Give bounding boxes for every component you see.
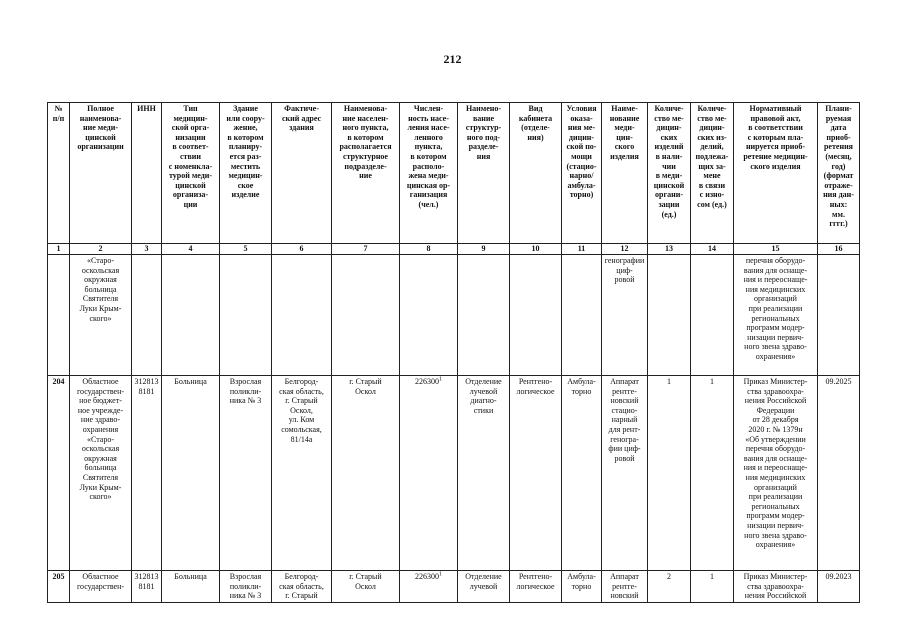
header-cell: Фактиче- ский адрес здания	[272, 103, 332, 244]
header-cell: Наиме- нование меди- цин- ского изделия	[602, 103, 648, 244]
population-value: 226300	[415, 572, 439, 581]
subdivision-cell: Отделение лучевой	[458, 571, 510, 603]
organization-name-cell: «Старо- оскольская окружная больница Святителя Луки Крым- ского»	[70, 255, 132, 376]
column-number: 16	[818, 244, 860, 255]
column-number: 3	[132, 244, 162, 255]
column-number: 13	[648, 244, 691, 255]
devices-available-cell: 1	[648, 376, 691, 571]
column-number: 8	[400, 244, 458, 255]
care-conditions-cell	[562, 255, 602, 376]
row-number-cell: 204	[48, 376, 70, 571]
settlement-cell	[332, 255, 400, 376]
population-cell	[400, 376, 458, 571]
column-number: 14	[691, 244, 734, 255]
header-cell: Условия оказа- ния ме- дицин- ской по- мощи (стацио- нарно/ амбула- торно)	[562, 103, 602, 244]
column-number-row	[48, 244, 860, 255]
column-number: 7	[332, 244, 400, 255]
devices-available-cell	[648, 255, 691, 376]
purchase-date-cell: 09.2025	[818, 376, 860, 571]
header-cell: Плани- руемая дата приоб- ретения (месяц, год) (формат отраже- ния дан- ных: мм. гггг.)	[818, 103, 860, 244]
population-value: 226300	[415, 377, 439, 386]
legal-act-cell: Приказ Министер- ства здравоохра- нения Российской	[734, 571, 818, 603]
row-number-cell: 205	[48, 571, 70, 603]
room-type-cell	[510, 255, 562, 376]
settlement-cell: г. Старый Оскол	[332, 376, 400, 571]
header-cell: Числен- ность насе- ления насе- ленного пункта, в котором располо- жена меди- цинская ор- ганизация (чел.)	[400, 103, 458, 244]
header-cell: Вид кабинета (отделе- ния)	[510, 103, 562, 244]
column-number: 6	[272, 244, 332, 255]
column-number: 11	[562, 244, 602, 255]
settlement-cell: г. Старый Оскол	[332, 571, 400, 603]
column-number: 5	[220, 244, 272, 255]
room-type-cell: Рентгено- логическое	[510, 376, 562, 571]
header-cell: Наимено- вание структур- ного под- разделе- ния	[458, 103, 510, 244]
purchase-date-cell	[818, 255, 860, 376]
address-cell: Белгород- ская область, г. Старый	[272, 571, 332, 603]
header-cell: № п/п	[48, 103, 70, 244]
devices-available-cell: 2	[648, 571, 691, 603]
header-cell: Тип медицин- ской орга- низации в соответ- ствии с номенкла- турой меди- цинской организа- ции	[162, 103, 220, 244]
table-row	[48, 255, 860, 376]
population-cell	[400, 255, 458, 376]
inn-cell: 312813 8181	[132, 571, 162, 603]
column-number: 15	[734, 244, 818, 255]
table-row	[48, 571, 860, 603]
header-cell: Наименова- ние населен- ного пункта, в котором располагается структурное подразделе- ние	[332, 103, 400, 244]
header-cell: Количе- ство ме- дицин- ских изделий в нали- чии в меди- цинской органи- зации (ед.)	[648, 103, 691, 244]
care-conditions-cell: Амбула- торно	[562, 376, 602, 571]
header-cell: Здание или соору- жение, в котором планиру- ется раз- местить медицин- ское изделие	[220, 103, 272, 244]
medical-equipment-table	[47, 102, 860, 603]
subdivision-cell: Отделение лучевой диагно- стики	[458, 376, 510, 571]
address-cell	[272, 255, 332, 376]
column-number: 1	[48, 244, 70, 255]
org-type-cell: Больница	[162, 571, 220, 603]
organization-name-cell: Областное государствен-	[70, 571, 132, 603]
building-cell: Взрослая поликли- ника № 3	[220, 571, 272, 603]
devices-to-replace-cell: 1	[691, 376, 734, 571]
org-type-cell	[162, 255, 220, 376]
address-cell: Белгород- ская область, г. Старый Оскол, ул. Ком сомольская, 81/14а	[272, 376, 332, 571]
legal-act-cell: перечня оборудо- вания для оснаще- ния и переоснаще- ния медицинских организаций при реализации региональных программ модер- низации первич- ного звена здраво- охранения»	[734, 255, 818, 376]
column-number: 12	[602, 244, 648, 255]
building-cell: Взрослая поликли- ника № 3	[220, 376, 272, 571]
purchase-date-cell: 09.2023	[818, 571, 860, 603]
devices-to-replace-cell	[691, 255, 734, 376]
page-number: 212	[443, 52, 462, 66]
column-number: 10	[510, 244, 562, 255]
legal-act-cell: Приказ Министер- ства здравоохра- нения Российской Федерации от 28 декабря 2020 г. № 1379н «Об утверждении перечня оборудо- вания для оснаще- ния и переоснаще- ния медицинских организаций при реализации региональных программ модер- низации первич- ного звена здраво- охранения»	[734, 376, 818, 571]
footnote-marker: 1	[439, 376, 442, 383]
org-type-cell: Больница	[162, 376, 220, 571]
column-number: 4	[162, 244, 220, 255]
device-name-cell: генографии циф- ровой	[602, 255, 648, 376]
header-row	[48, 103, 860, 244]
care-conditions-cell: Амбула- торно	[562, 571, 602, 603]
header-cell: Нормативный правовой акт, в соответствии с которым пла- нируется приоб- ретение медицин- ского изделия	[734, 103, 818, 244]
population-cell	[400, 571, 458, 603]
room-type-cell: Рентгено- логическое	[510, 571, 562, 603]
devices-to-replace-cell: 1	[691, 571, 734, 603]
inn-cell: 312813 8181	[132, 376, 162, 571]
row-number-cell	[48, 255, 70, 376]
footnote-marker: 1	[439, 571, 442, 578]
building-cell	[220, 255, 272, 376]
header-cell: Количе- ство ме- дицин- ских из- делий, подлежа- щих за- мене в связи с изно- сом (ед.)	[691, 103, 734, 244]
subdivision-cell	[458, 255, 510, 376]
column-number: 9	[458, 244, 510, 255]
device-name-cell: Аппарат рентге- новский	[602, 571, 648, 603]
header-cell: Полное наименова- ние меди- цинской организации	[70, 103, 132, 244]
header-cell: ИНН	[132, 103, 162, 244]
column-number: 2	[70, 244, 132, 255]
device-name-cell: Аппарат рентге- новский стацио- нарный для рент- геногра- фии циф- ровой	[602, 376, 648, 571]
inn-cell	[132, 255, 162, 376]
organization-name-cell: Областное государствен- ное бюджет- ное учрежде- ние здраво- охранения «Старо- оскольская окружная больница Святителя Луки Крым- ского»	[70, 376, 132, 571]
table-row	[48, 376, 860, 571]
